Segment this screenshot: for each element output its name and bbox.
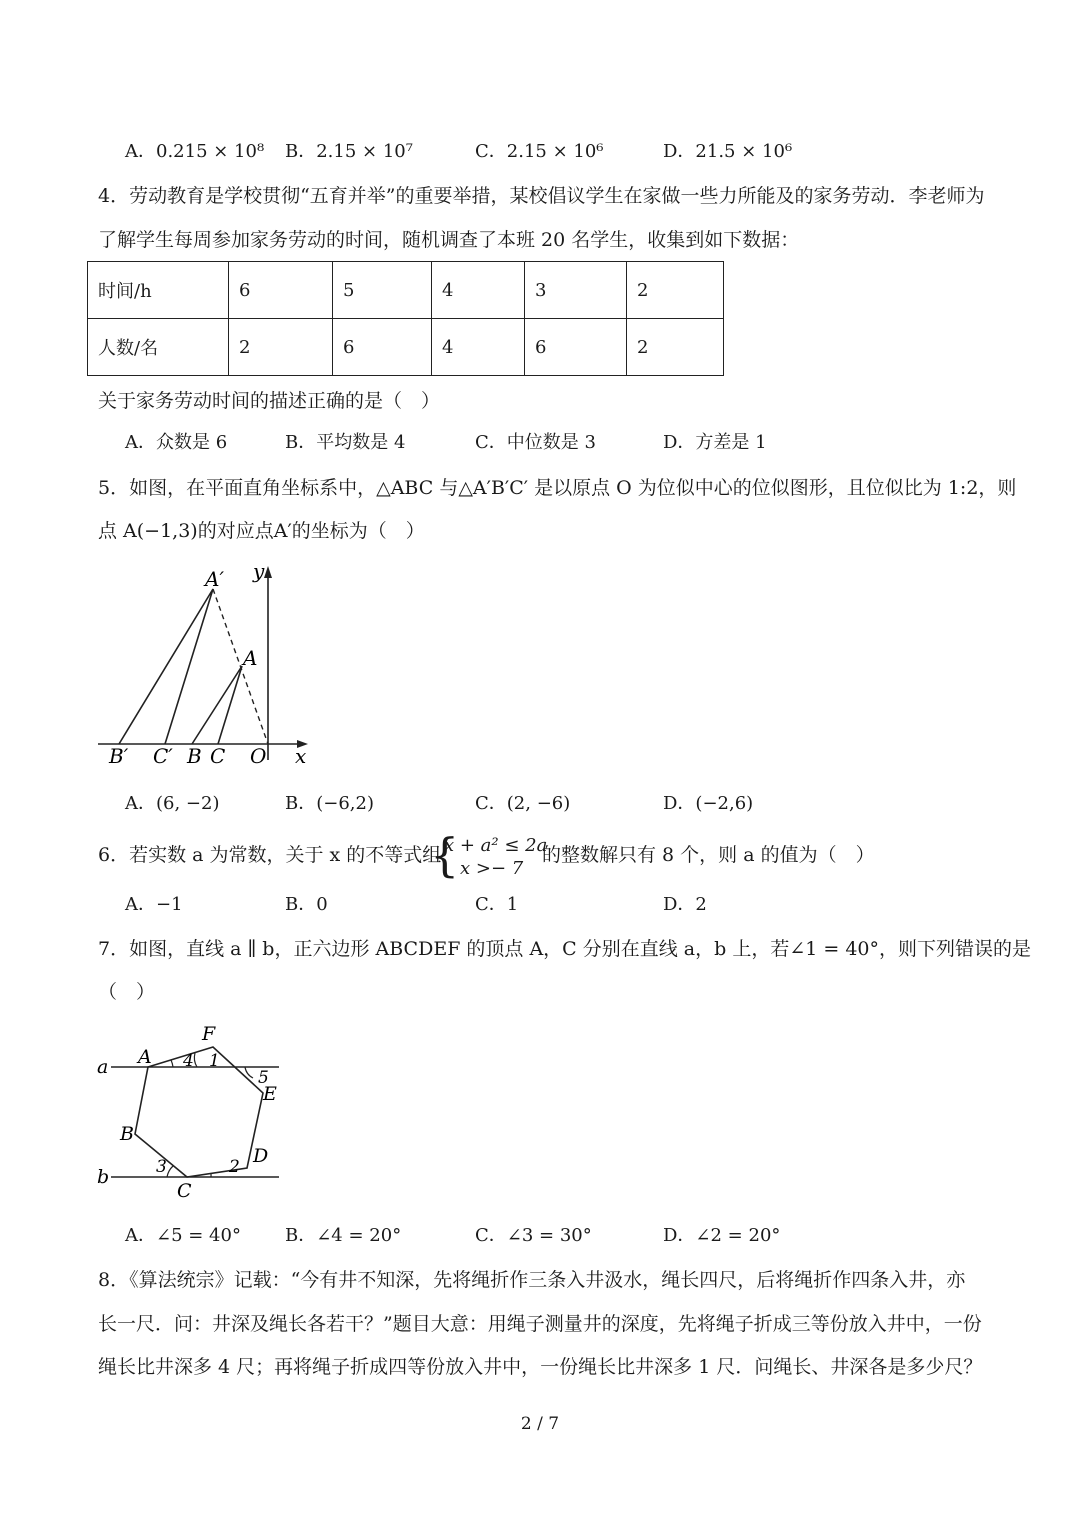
q5-stem-line1: 5．如图，在平面直角坐标系中，△ABC 与△A′B′C′ 是以原点 O 为位似中心的位似图形，且位似比为 1:2，则 [98,477,1017,499]
label-d: D [253,1145,269,1167]
q3-option-b: B．2.15 × 10⁷ [285,141,413,162]
q4-stem-line1: 4．劳动教育是学校贯彻“五育并举”的重要举措，某校倡议学生在家做一些力所能及的家务劳动．李老师为 [98,185,985,207]
q4-option-b: B．平均数是 4 [285,432,406,453]
q6-option-a: A．−1 [125,894,183,915]
label-a-vertex: A [138,1046,152,1068]
q4-option-c: C．中位数是 3 [475,432,596,453]
label-o: O [250,744,267,768]
label-e: E [263,1083,277,1105]
label-a: A [243,646,258,670]
label-b-prime: B′ [109,744,129,768]
q6-stem-prefix: 6．若实数 a 为常数，关于 x 的不等式组 [98,844,442,866]
q3-option-d: D．21.5 × 10⁶ [663,141,793,162]
label-a-prime: A′ [205,567,224,591]
label-f: F [202,1023,216,1045]
table-row [88,262,724,319]
label-y: y [253,559,265,583]
q4-option-d: D．方差是 1 [663,432,767,453]
q7-option-d: D．∠2 = 20° [663,1225,781,1246]
label-b-vertex: B [120,1123,134,1145]
q4-stem-line2: 了解学生每周参加家务劳动的时间，随机调查了本班 20 名学生，收集到如下数据： [98,229,800,251]
q6-inequality-1: x + a² ≤ 2a [444,835,548,856]
q7-option-b: B．∠4 = 20° [285,1225,402,1246]
table-cell: 5 [333,262,432,319]
q3-option-a: A．0.215 × 10⁸ [125,141,265,162]
q7-stem-line1: 7．如图，直线 a ∥ b，正六边形 ABCDEF 的顶点 A，C 分别在直线 a，b 上，若∠1 = 40°，则下列错误的是 [98,938,1032,960]
label-x: x [295,744,307,768]
q5-option-b: B．(−6,2) [285,793,374,814]
table-cell: 2 [627,319,724,376]
angle-arc-1 [194,1053,197,1067]
q7-option-a: A．∠5 = 40° [125,1225,241,1246]
label-angle-1: 1 [209,1051,220,1071]
triangle-a-prime-b-prime-c-prime [119,589,213,744]
label-b: B [187,744,202,768]
q5-coordinate-figure [95,560,320,775]
q4-question: 关于家务劳动时间的描述正确的是（ ） [98,390,441,412]
q8-stem-line1: 8．《算法统宗》记载：“今有井不知深，先将绳折作三条入井汲水，绳长四尺，后将绳折作四条入井，亦 [98,1269,966,1291]
table-cell: 2 [627,262,724,319]
q5-stem-line2: 点 A(−1,3)的对应点A′的坐标为（ ） [98,520,425,542]
table-row [88,319,724,376]
page-number: 2 / 7 [520,1414,560,1434]
label-angle-3: 3 [156,1157,167,1177]
table-cell: 4 [432,262,525,319]
label-a-line: a [97,1056,109,1078]
angle-arc-3 [167,1166,173,1177]
table-header-cell: 时间/h [88,262,229,319]
q6-option-b: B．0 [285,894,328,915]
q7-stem-line2: （ ） [98,981,156,1003]
label-c-vertex: C [177,1180,192,1202]
table-cell: 6 [333,319,432,376]
table-cell: 2 [229,319,333,376]
q5-option-d: D．(−2,6) [663,793,754,814]
table-cell: 6 [525,319,627,376]
q4-option-a: A．众数是 6 [125,432,228,453]
q7-hexagon-figure [95,1020,290,1205]
q8-stem-line2: 长一尺．问：井深及绳长各若干？”题目大意：用绳子测量井的深度，先将绳子折成三等份放入井中，一份 [98,1313,982,1335]
y-axis-arrow [264,566,272,578]
angle-arc-5 [245,1067,253,1078]
table-header-cell: 人数/名 [88,319,229,376]
label-angle-5: 5 [258,1068,269,1088]
q3-option-c: C．2.15 × 10⁶ [475,141,604,162]
triangle-abc [192,666,242,744]
q5-option-a: A．(6, −2) [125,793,220,814]
label-angle-2: 2 [229,1157,240,1177]
table-cell: 6 [229,262,333,319]
table-cell: 4 [432,319,525,376]
q4-data-table [87,261,724,376]
label-c: C [210,744,226,768]
q7-option-c: C．∠3 = 30° [475,1225,592,1246]
label-b-line: b [97,1166,110,1188]
q5-option-c: C．(2, −6) [475,793,571,814]
label-c-prime: C′ [153,744,173,768]
table-cell: 3 [525,262,627,319]
angle-arc-4 [171,1060,173,1067]
dashed-line-a-prime-origin [213,589,268,744]
q6-option-c: C．1 [475,894,519,915]
q8-stem-line3: 绳长比井深多 4 尺；再将绳子折成四等份放入井中，一份绳长比井深多 1 尺．问绳长、井深各是多少尺？ [98,1356,983,1378]
q6-brace: { [430,828,460,882]
label-angle-4: 4 [183,1051,194,1071]
q6-inequality-2: x >− 7 [460,858,524,879]
q6-option-d: D．2 [663,894,707,915]
q6-stem-suffix: 的整数解只有 8 个，则 a 的值为（ ） [542,844,875,866]
